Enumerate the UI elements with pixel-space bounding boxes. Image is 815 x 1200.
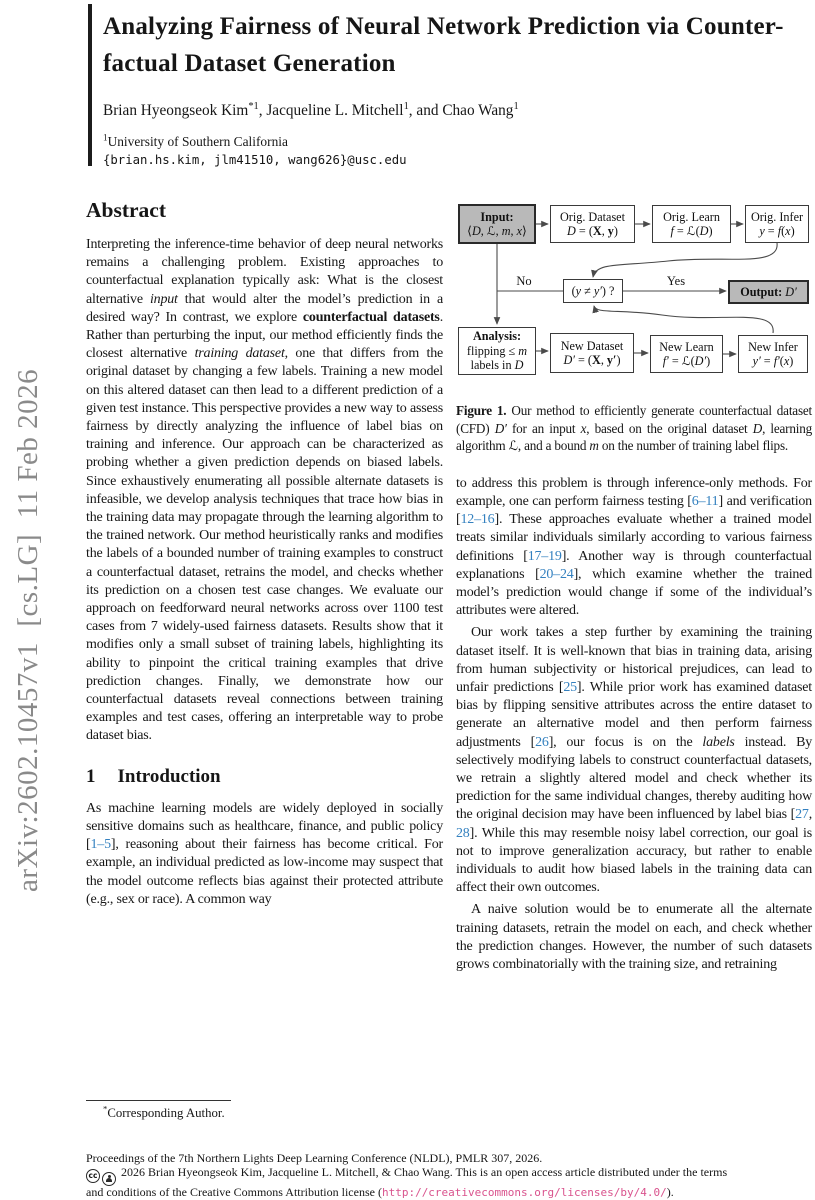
right-paragraph-2: Our work takes a step further by examining the training dataset itself. It is well-known that bias in training data, arising from human subjectivity or historical prejudices, can lead to unfair predictions [25]. While prior work has examined dataset bias by flipping sensitive attributes across the entire dataset to generate an alternative model and then perform fairness adjustments [26], our focus is on the labels instead. By selectively modifying labels to construct counterfactual datasets, we retrain a slightly altered model and check whether its prediction for the same individual changes, thereby auditing how the original decision may have been influenced by label bias [27, 28]. While this may resemble noisy label correction, our goal is not to improve generalization accuracy, but rather to enable individuals to audit how biased labels in the training data can affect their own outcomes. xyxy=(456,625,813,896)
abstract-text: Interpreting the inference-time behavior of deep neural networks remains a challenging problem. Existing approaches to counterfactual explanation typically ask: What is the closest alternative input that would alter the model’s prediction in a desired way? In contrast, we explore counterfactual datasets. Rather than perturbing the input, our method efficiently finds the closest alternative training dataset, one that differs from the original dataset by changing a few labels. Training a new model on this altered dataset can then lead to a different prediction of a given test instance. This perspective provides a new way to assess fairness by directly analyzing the influence of label bias on training and inference. Our approach can be characterized as probing whether a given prediction depends on biased labels. Since exhaustively enumerating all possible alternate datasets is infeasible, we develop analysis techniques that trace how bias in the training data may propagate through the learning algorithm to the trained network. Our method heuristically ranks and modifies the labels of a bounded number of training examples to construct a counterfactual dataset, retrains the model, and checks whether its prediction on a chosen test case changes. We evaluate our approach on feedforward neural networks across over 1100 test cases from 7 widely-used fairness datasets. Results show that it modifies only a small subset of training labels, highlighting its ability to pinpoint the critical training examples that drive prediction changes. Finally, we demonstrate how our counterfactual datasets reveal connections between training examples and test cases, offering an interpretable way to probe dataset bias. xyxy=(86,237,444,744)
edge-label-no: No xyxy=(516,274,532,288)
title-line-1: Analyzing Fairness of Neural Network Prediction via Counter- xyxy=(103,13,784,40)
footer-proceedings: Proceedings of the 7th Northern Lights Deep Learning Conference (NLDL), PMLR 307, 2026. xyxy=(86,1151,543,1165)
affiliation-line: $^1$University of Southern California xyxy=(103,132,288,149)
authors-line: Brian Hyeongseok Kim$^{*1}$, Jacqueline L. Mitchell$^1$, and Chao Wang$^1$ xyxy=(103,100,519,119)
node-new-learn: New Learn f′ = ℒ(D′) xyxy=(650,335,723,373)
title-line-2: factual Dataset Generation xyxy=(103,50,396,77)
cc-icon: cc xyxy=(86,1169,100,1183)
section-number: 1 xyxy=(86,765,96,787)
intro-paragraph: As machine learning models are widely deployed in socially sensitive domains such as healthcare, finance, and public policy [1–5], reasoning about their fairness has become critical. For example, an individual predicted as low-income may suspect that the model outcome reflects bias against their protected attribute (e.g., sex or race). A common way xyxy=(86,800,443,907)
page-footer xyxy=(86,1152,806,1200)
right-paragraph-3: A naive solution would be to enumerate all the alternate training datasets, retrain the model on each, and check whether the prediction changes. However, the number of such datasets grows combinatorially with the training size, and retraining xyxy=(456,902,812,973)
arxiv-banner: arXiv:2602.10457v1 [cs.LG] 11 Feb 2026 xyxy=(12,368,44,892)
right-paragraph-1: to address this problem is through inference-only methods. For example, one can perform fairness testing [6–11] and verification [12–16]. These approaches evaluate whether a trained model treats similar individuals similarly according to various fairness definitions [17–19]. Another way is through counterfactual explanations [20–24], which examine whether the trained model’s prediction would change if some of the individual’s attributes were altered. xyxy=(456,475,812,619)
section-title: Introduction xyxy=(117,765,221,787)
node-new-dataset: New Dataset D′ = (X, y′) xyxy=(550,333,634,373)
node-output: Output: D′ xyxy=(728,280,809,304)
by-attribution-icon xyxy=(102,1172,116,1186)
figure-1-caption: Figure 1. Our method to efficiently generate counterfactual dataset (CFD) D′ for an input x, based on the original dataset D, learning algorithm ℒ, and a bound m on the number of training label flips. xyxy=(456,403,813,454)
node-orig-learn: Orig. Learn f = ℒ(D) xyxy=(652,205,731,243)
node-new-infer: New Infer y′ = f′(x) xyxy=(738,335,808,373)
node-analysis: Analysis: flipping ≤ m labels in D xyxy=(458,327,536,375)
footer-copyright: cc 2026 Brian Hyeongseok Kim, Jacqueline L. Mitchell, & Chao Wang. This is an open access article distributed under the terms xyxy=(86,1166,806,1186)
node-input: Input: ⟨D, ℒ, m, x⟩ xyxy=(458,204,536,244)
abstract-heading: Abstract xyxy=(86,198,167,222)
footnote-rule xyxy=(86,1100,231,1101)
node-decision: (y ≠ y′) ? xyxy=(563,279,623,303)
cc-license-link[interactable]: http://creativecommons.org/licenses/by/4.0/ xyxy=(381,1185,667,1199)
left-column xyxy=(86,198,443,909)
footnote-block xyxy=(86,1100,443,1121)
footer-license: and conditions of the Creative Commons Attribution license (http://creativecommons.org/licenses/by/4.0/). xyxy=(86,1184,674,1199)
edge-label-yes: Yes xyxy=(666,274,686,288)
node-orig-infer: Orig. Infer y = f(x) xyxy=(745,205,809,243)
paper-title xyxy=(103,8,809,82)
right-column xyxy=(456,200,812,974)
paper-header xyxy=(103,8,809,167)
figure-1-flowchart xyxy=(456,200,812,390)
footnote-marker: * xyxy=(103,1103,108,1114)
footnote-text: *Corresponding Author. xyxy=(103,1103,225,1120)
email-line: {brian.hs.kim, jlm41510, wang626}@usc.edu xyxy=(103,153,407,167)
node-orig-dataset: Orig. Dataset D = (X, y) xyxy=(550,205,635,243)
title-left-bar xyxy=(88,4,92,166)
section-1-heading xyxy=(86,766,443,788)
